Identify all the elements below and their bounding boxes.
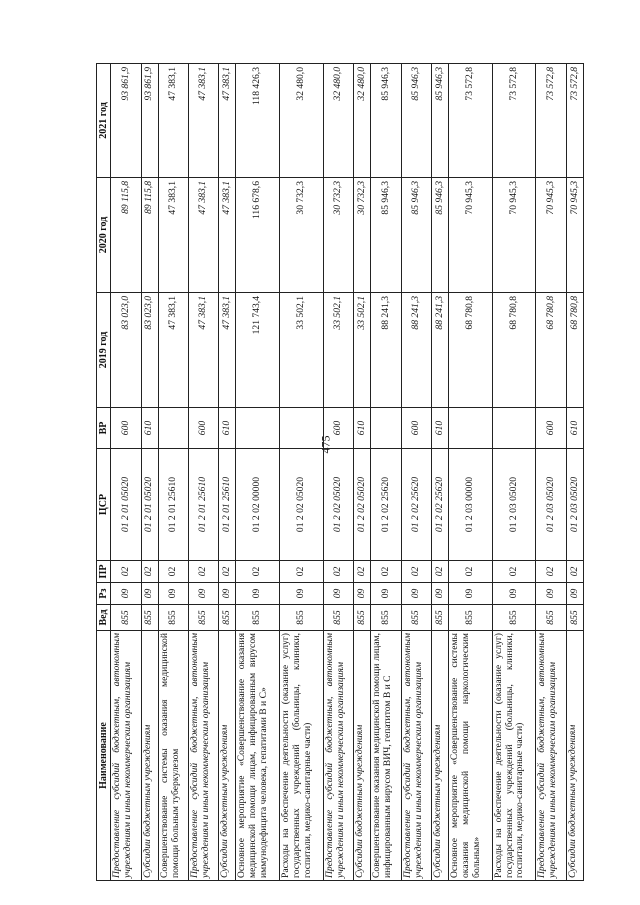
cell-csr: 01 2 01 05020	[111, 449, 141, 561]
cell-csr: 01 2 02 00000	[236, 449, 280, 561]
cell-vr: 610	[432, 408, 449, 449]
cell-y2021: 118 426,3	[236, 64, 280, 178]
cell-vr	[236, 408, 280, 449]
cell-y2021: 47 383,1	[189, 64, 219, 178]
cell-pr: 02	[536, 561, 566, 583]
header-2019: 2019 год	[97, 293, 111, 408]
table-row	[141, 64, 158, 881]
cell-y2019: 68 780,8	[492, 293, 536, 408]
cell-vr: 600	[401, 408, 431, 449]
cell-y2019: 68 780,8	[449, 293, 493, 408]
cell-y2019: 121 743,4	[236, 293, 280, 408]
cell-vr	[449, 408, 493, 449]
cell-y2021: 73 572,8	[492, 64, 536, 178]
cell-ved: 855	[536, 605, 566, 631]
cell-csr: 01 2 02 05020	[280, 449, 324, 561]
header-name: Наименование	[97, 631, 111, 881]
cell-csr: 01 2 02 25620	[401, 449, 431, 561]
cell-y2020: 116 678,6	[236, 178, 280, 293]
cell-rz: 09	[449, 583, 493, 605]
cell-y2021: 93 861,9	[141, 64, 158, 178]
cell-ved: 855	[236, 605, 280, 631]
cell-name: Основное мероприятие «Совершенствование оказания медицинской помощи лицам, инфицированным вирусом иммунодефицита человека, гепатитами В и С»	[236, 631, 280, 881]
header-vr: ВР	[97, 408, 111, 449]
cell-rz: 09	[111, 583, 141, 605]
cell-y2020: 89 115,8	[111, 178, 141, 293]
table-row	[566, 64, 583, 881]
cell-name: Расходы на обеспечение деятельности (оказание услуг) государственных учреждений (больницы, клиники, госпитали, медико-санитарные части)	[492, 631, 536, 881]
cell-vr: 610	[141, 408, 158, 449]
table-row	[371, 64, 401, 881]
cell-name: Предоставление субсидий бюджетным, автономным учреждениям и иным некоммерческим организациям	[189, 631, 219, 881]
cell-name: Субсидии бюджетным учреждениям	[141, 631, 158, 881]
cell-csr: 01 2 03 05020	[536, 449, 566, 561]
cell-ved: 855	[141, 605, 158, 631]
cell-rz: 09	[401, 583, 431, 605]
cell-pr: 02	[158, 561, 188, 583]
cell-vr	[280, 408, 324, 449]
cell-vr	[158, 408, 188, 449]
cell-y2020: 47 383,1	[189, 178, 219, 293]
cell-csr: 01 2 03 05020	[492, 449, 536, 561]
header-pr: ПР	[97, 561, 111, 583]
cell-y2021: 32 480,0	[280, 64, 324, 178]
cell-csr: 01 2 01 25610	[219, 449, 236, 561]
header-2021: 2021 год	[97, 64, 111, 178]
cell-csr: 01 2 02 05020	[354, 449, 371, 561]
cell-pr: 02	[219, 561, 236, 583]
table-row	[354, 64, 371, 881]
table-row	[323, 64, 353, 881]
cell-ved: 855	[158, 605, 188, 631]
cell-y2019: 47 383,1	[219, 293, 236, 408]
cell-rz: 09	[354, 583, 371, 605]
cell-vr: 610	[566, 408, 583, 449]
cell-ved: 855	[401, 605, 431, 631]
cell-y2021: 73 572,8	[449, 64, 493, 178]
cell-name: Совершенствование оказания медицинской помощи лицам, инфицированным вирусом ВИЧ, гепатитом В и С	[371, 631, 401, 881]
table-row	[492, 64, 536, 881]
cell-name: Субсидии бюджетным учреждениям	[566, 631, 583, 881]
cell-y2021: 85 946,3	[371, 64, 401, 178]
cell-y2020: 85 946,3	[401, 178, 431, 293]
table-row	[401, 64, 431, 881]
table-row	[449, 64, 493, 881]
cell-y2020: 85 946,3	[371, 178, 401, 293]
cell-csr: 01 2 01 25610	[189, 449, 219, 561]
table-row	[158, 64, 188, 881]
cell-rz: 09	[432, 583, 449, 605]
cell-name: Субсидии бюджетным учреждениям	[354, 631, 371, 881]
cell-csr: 01 2 01 05020	[141, 449, 158, 561]
cell-y2020: 70 945,3	[449, 178, 493, 293]
cell-y2021: 85 946,3	[432, 64, 449, 178]
table-row	[280, 64, 324, 881]
cell-rz: 09	[280, 583, 324, 605]
cell-y2019: 68 780,8	[566, 293, 583, 408]
cell-rz: 09	[492, 583, 536, 605]
table-row	[189, 64, 219, 881]
cell-rz: 09	[141, 583, 158, 605]
cell-name: Субсидии бюджетным учреждениям	[432, 631, 449, 881]
budget-table	[96, 63, 584, 881]
cell-ved: 855	[432, 605, 449, 631]
cell-rz: 09	[219, 583, 236, 605]
table-row	[536, 64, 566, 881]
header-ved: Вед	[97, 605, 111, 631]
cell-pr: 02	[141, 561, 158, 583]
cell-y2021: 32 480,0	[354, 64, 371, 178]
cell-csr: 01 2 03 00000	[449, 449, 493, 561]
header-rz: Рз	[97, 583, 111, 605]
cell-name: Предоставление субсидий бюджетным, автономным учреждениям и иным некоммерческим организациям	[401, 631, 431, 881]
cell-vr	[492, 408, 536, 449]
cell-y2021: 47 383,1	[219, 64, 236, 178]
header-2020: 2020 год	[97, 178, 111, 293]
cell-y2021: 85 946,3	[401, 64, 431, 178]
cell-y2020: 70 945,3	[566, 178, 583, 293]
cell-pr: 02	[432, 561, 449, 583]
cell-vr: 610	[219, 408, 236, 449]
cell-name: Предоставление субсидий бюджетным, автономным учреждениям и иным некоммерческим организациям	[323, 631, 353, 881]
cell-pr: 02	[323, 561, 353, 583]
cell-ved: 855	[189, 605, 219, 631]
table-row	[111, 64, 141, 881]
cell-rz: 09	[158, 583, 188, 605]
cell-pr: 02	[189, 561, 219, 583]
cell-y2021: 32 480,0	[323, 64, 353, 178]
cell-pr: 02	[492, 561, 536, 583]
cell-ved: 855	[111, 605, 141, 631]
table-row	[236, 64, 280, 881]
cell-y2020: 47 383,1	[158, 178, 188, 293]
cell-rz: 09	[323, 583, 353, 605]
cell-ved: 855	[449, 605, 493, 631]
cell-csr: 01 2 02 25620	[371, 449, 401, 561]
rotated-table-container	[96, 64, 584, 881]
cell-y2019: 33 502,1	[323, 293, 353, 408]
cell-name: Предоставление субсидий бюджетным, автономным учреждениям и иным некоммерческим организациям	[111, 631, 141, 881]
cell-rz: 09	[236, 583, 280, 605]
cell-pr: 02	[401, 561, 431, 583]
cell-y2020: 30 732,3	[280, 178, 324, 293]
header-csr: ЦСР	[97, 449, 111, 561]
cell-ved: 855	[566, 605, 583, 631]
cell-pr: 02	[371, 561, 401, 583]
page-number: 475	[318, 435, 333, 454]
cell-y2019: 83 023,0	[111, 293, 141, 408]
cell-y2019: 88 241,3	[371, 293, 401, 408]
cell-y2020: 70 945,3	[536, 178, 566, 293]
cell-ved: 855	[323, 605, 353, 631]
cell-vr: 610	[354, 408, 371, 449]
cell-y2021: 93 861,9	[111, 64, 141, 178]
cell-rz: 09	[536, 583, 566, 605]
cell-y2019: 47 383,1	[189, 293, 219, 408]
cell-y2021: 73 572,8	[536, 64, 566, 178]
cell-vr: 600	[323, 408, 353, 449]
cell-name: Совершенствование системы оказания медицинской помощи больным туберкулезом	[158, 631, 188, 881]
cell-y2019: 47 383,1	[158, 293, 188, 408]
cell-y2020: 47 383,1	[219, 178, 236, 293]
cell-name: Субсидии бюджетным учреждениям	[219, 631, 236, 881]
cell-rz: 09	[189, 583, 219, 605]
cell-name: Основное мероприятие «Совершенствование системы оказания медицинской помощи наркологическим больным»	[449, 631, 493, 881]
cell-y2019: 33 502,1	[280, 293, 324, 408]
cell-ved: 855	[354, 605, 371, 631]
cell-csr: 01 2 01 25610	[158, 449, 188, 561]
cell-pr: 02	[449, 561, 493, 583]
cell-vr: 600	[111, 408, 141, 449]
cell-name: Расходы на обеспечение деятельности (оказание услуг) государственных учреждений (больницы, клиники, госпитали, медико-санитарные части)	[280, 631, 324, 881]
cell-ved: 855	[492, 605, 536, 631]
cell-y2020: 30 732,3	[354, 178, 371, 293]
cell-y2021: 73 572,8	[566, 64, 583, 178]
cell-vr: 600	[536, 408, 566, 449]
cell-pr: 02	[236, 561, 280, 583]
cell-pr: 02	[354, 561, 371, 583]
cell-ved: 855	[219, 605, 236, 631]
table-row	[432, 64, 449, 881]
cell-y2019: 83 023,0	[141, 293, 158, 408]
cell-y2019: 88 241,3	[401, 293, 431, 408]
cell-pr: 02	[280, 561, 324, 583]
cell-y2019: 68 780,8	[536, 293, 566, 408]
table-row	[219, 64, 236, 881]
cell-rz: 09	[566, 583, 583, 605]
cell-vr	[371, 408, 401, 449]
cell-pr: 02	[566, 561, 583, 583]
cell-name: Предоставление субсидий бюджетным, автономным учреждениям и иным некоммерческим организациям	[536, 631, 566, 881]
cell-rz: 09	[371, 583, 401, 605]
table-header-row	[97, 64, 111, 881]
cell-y2020: 89 115,8	[141, 178, 158, 293]
cell-csr: 01 2 02 05020	[323, 449, 353, 561]
cell-pr: 02	[111, 561, 141, 583]
cell-y2020: 85 946,3	[432, 178, 449, 293]
cell-ved: 855	[280, 605, 324, 631]
cell-ved: 855	[371, 605, 401, 631]
cell-y2019: 33 502,1	[354, 293, 371, 408]
cell-y2019: 88 241,3	[432, 293, 449, 408]
cell-csr: 01 2 03 05020	[566, 449, 583, 561]
cell-y2021: 47 383,1	[158, 64, 188, 178]
cell-y2020: 70 945,3	[492, 178, 536, 293]
cell-vr: 600	[189, 408, 219, 449]
cell-y2020: 30 732,3	[323, 178, 353, 293]
cell-csr: 01 2 02 25620	[432, 449, 449, 561]
